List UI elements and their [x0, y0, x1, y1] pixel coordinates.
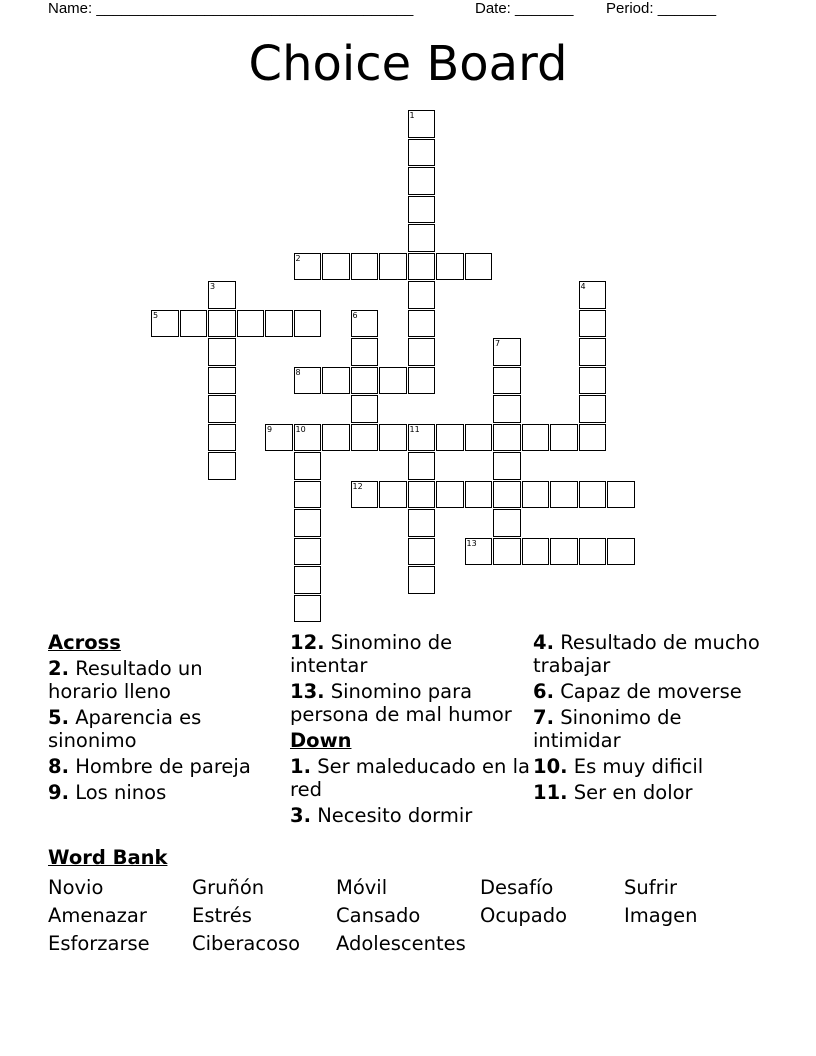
clue-down-11: 11. Ser en dolor: [533, 781, 693, 804]
clue-down-1: 1. Ser maleducado en la red: [290, 755, 530, 801]
clue-number: 13: [466, 538, 477, 548]
crossword-cell[interactable]: [408, 424, 436, 452]
crossword-cell[interactable]: [408, 310, 436, 338]
clue-number: 3: [210, 282, 216, 291]
crossword-cell[interactable]: [208, 338, 236, 366]
clue-number: 11: [409, 424, 420, 434]
crossword-cell[interactable]: [493, 509, 521, 537]
clue-down-7: 7. Sinonimo de intimidar: [533, 706, 682, 752]
crossword-cell[interactable]: [208, 424, 236, 452]
crossword-cell[interactable]: [208, 310, 236, 338]
crossword-cell[interactable]: [550, 481, 578, 509]
crossword-cell[interactable]: [436, 253, 464, 281]
crossword-cell[interactable]: [408, 110, 436, 138]
crossword-cell[interactable]: [579, 338, 607, 366]
word-bank-item: Cansado: [336, 904, 421, 927]
clue-number: 4: [580, 282, 586, 291]
clue-across-5: 5. Aparencia es sinonimo: [48, 706, 202, 752]
crossword-cell[interactable]: [550, 538, 578, 566]
clue-down-6: 6. Capaz de moverse: [533, 680, 742, 703]
crossword-cell[interactable]: [579, 481, 607, 509]
crossword-cell[interactable]: [294, 509, 322, 537]
crossword-cell[interactable]: [294, 595, 322, 623]
crossword-cell[interactable]: [351, 481, 379, 509]
page-title: Choice Board: [248, 36, 568, 92]
crossword-cell[interactable]: [493, 395, 521, 423]
crossword-cell[interactable]: [465, 538, 493, 566]
clue-number: 1: [409, 111, 415, 120]
crossword-cell[interactable]: [493, 481, 521, 509]
word-bank-item: Esforzarse: [48, 932, 150, 955]
crossword-cell[interactable]: [180, 310, 208, 338]
clue-number: 2: [295, 253, 301, 263]
crossword-cell[interactable]: [408, 452, 436, 480]
crossword-cell[interactable]: [408, 253, 436, 281]
crossword-cell[interactable]: [294, 367, 322, 395]
crossword-cell[interactable]: [550, 424, 578, 452]
clue-number: 9: [267, 424, 273, 434]
clue-down-3: 3. Necesito dormir: [290, 804, 473, 827]
crossword-cell[interactable]: [579, 538, 607, 566]
crossword-cell[interactable]: [408, 367, 436, 395]
crossword-cell[interactable]: [408, 167, 436, 195]
word-bank-item: Ciberacoso: [192, 932, 301, 955]
clue-number: 7: [495, 339, 501, 348]
crossword-cell[interactable]: [522, 481, 550, 509]
crossword-cell[interactable]: [579, 395, 607, 423]
crossword-cell[interactable]: [294, 253, 322, 281]
crossword-cell[interactable]: [493, 538, 521, 566]
crossword-cell[interactable]: [607, 481, 635, 509]
crossword-cell[interactable]: [408, 509, 436, 537]
word-bank-item: Adolescentes: [336, 932, 466, 955]
crossword-cell[interactable]: [436, 424, 464, 452]
word-bank-item: Imagen: [624, 904, 698, 927]
clue-across-9: 9. Los ninos: [48, 781, 167, 804]
word-bank-item: Sufrir: [624, 876, 678, 899]
crossword-cell[interactable]: [294, 424, 322, 452]
crossword-cell[interactable]: [265, 424, 293, 452]
crossword-cell[interactable]: [294, 566, 322, 594]
crossword-cell[interactable]: [351, 338, 379, 366]
crossword-cell[interactable]: [522, 538, 550, 566]
crossword-cell[interactable]: [408, 196, 436, 224]
crossword-cell[interactable]: [379, 424, 407, 452]
crossword-cell[interactable]: [351, 395, 379, 423]
word-bank-item: Amenazar: [48, 904, 147, 927]
crossword-cell[interactable]: [322, 367, 350, 395]
clue-down-4: 4. Resultado de mucho trabajar: [533, 631, 760, 677]
crossword-cell[interactable]: [322, 424, 350, 452]
crossword-cell[interactable]: [408, 139, 436, 167]
crossword-cell[interactable]: [351, 424, 379, 452]
crossword-cell[interactable]: [579, 424, 607, 452]
clue-number: 12: [352, 481, 363, 491]
crossword-cell[interactable]: [579, 310, 607, 338]
clue-number: 10: [295, 424, 306, 434]
crossword-cell[interactable]: [408, 338, 436, 366]
crossword-cell[interactable]: [379, 253, 407, 281]
word-bank-item: Desafío: [480, 876, 554, 899]
clue-across-12: 12. Sinomino de intentar: [290, 631, 453, 677]
date-field[interactable]: Date: _______: [475, 0, 574, 17]
crossword-cell[interactable]: [607, 538, 635, 566]
clue-across-2: 2. Resultado un horario lleno: [48, 657, 203, 703]
crossword-cell[interactable]: [493, 338, 521, 366]
crossword-cell[interactable]: [493, 452, 521, 480]
crossword-cell[interactable]: [493, 367, 521, 395]
crossword-cell[interactable]: [379, 481, 407, 509]
crossword-cell[interactable]: [208, 452, 236, 480]
crossword-cell[interactable]: [522, 424, 550, 452]
crossword-cell[interactable]: [436, 481, 464, 509]
clue-across-13: 13. Sinomino para persona de mal humor: [290, 680, 512, 726]
clues-column-3: [533, 631, 773, 807]
period-field[interactable]: Period: _______: [606, 0, 717, 17]
crossword-cell[interactable]: [408, 538, 436, 566]
word-bank-heading: Word Bank: [48, 846, 168, 869]
crossword-cell[interactable]: [151, 310, 179, 338]
crossword-cell[interactable]: [208, 367, 236, 395]
crossword-cell[interactable]: [351, 253, 379, 281]
crossword-cell[interactable]: [322, 253, 350, 281]
crossword-cell[interactable]: [351, 310, 379, 338]
crossword-cell[interactable]: [294, 538, 322, 566]
crossword-cell[interactable]: [237, 310, 265, 338]
word-bank-item: Móvil: [336, 876, 388, 899]
crossword-cell[interactable]: [208, 281, 236, 309]
crossword-cell[interactable]: [408, 481, 436, 509]
clue-number: 8: [295, 367, 301, 377]
crossword-cell[interactable]: [379, 367, 407, 395]
word-bank-item: Ocupado: [480, 904, 568, 927]
word-bank-item: Gruñón: [192, 876, 265, 899]
crossword-cell[interactable]: [265, 310, 293, 338]
crossword-cell[interactable]: [294, 481, 322, 509]
crossword-cell[interactable]: [579, 367, 607, 395]
crossword-cell[interactable]: [465, 481, 493, 509]
crossword-cell[interactable]: [579, 281, 607, 309]
crossword-cell[interactable]: [465, 424, 493, 452]
word-bank-item: Estrés: [192, 904, 252, 927]
clues-column-2: [290, 631, 530, 830]
clues-column-1: [48, 631, 278, 807]
crossword-cell[interactable]: [408, 281, 436, 309]
word-bank-item: Novio: [48, 876, 104, 899]
crossword-cell[interactable]: [208, 395, 236, 423]
crossword-cell[interactable]: [294, 452, 322, 480]
crossword-cell[interactable]: [408, 224, 436, 252]
clue-number: 5: [153, 310, 159, 320]
down-heading: Down: [290, 729, 352, 752]
crossword-cell[interactable]: [294, 310, 322, 338]
clue-number: 6: [352, 310, 358, 320]
crossword-cell[interactable]: [493, 424, 521, 452]
across-heading: Across: [48, 631, 121, 654]
crossword-cell[interactable]: [351, 367, 379, 395]
name-field[interactable]: Name: ______________________________________: [48, 0, 414, 17]
crossword-cell[interactable]: [408, 566, 436, 594]
clue-down-10: 10. Es muy dificil: [533, 755, 704, 778]
crossword-cell[interactable]: [465, 253, 493, 281]
clue-across-8: 8. Hombre de pareja: [48, 755, 251, 778]
